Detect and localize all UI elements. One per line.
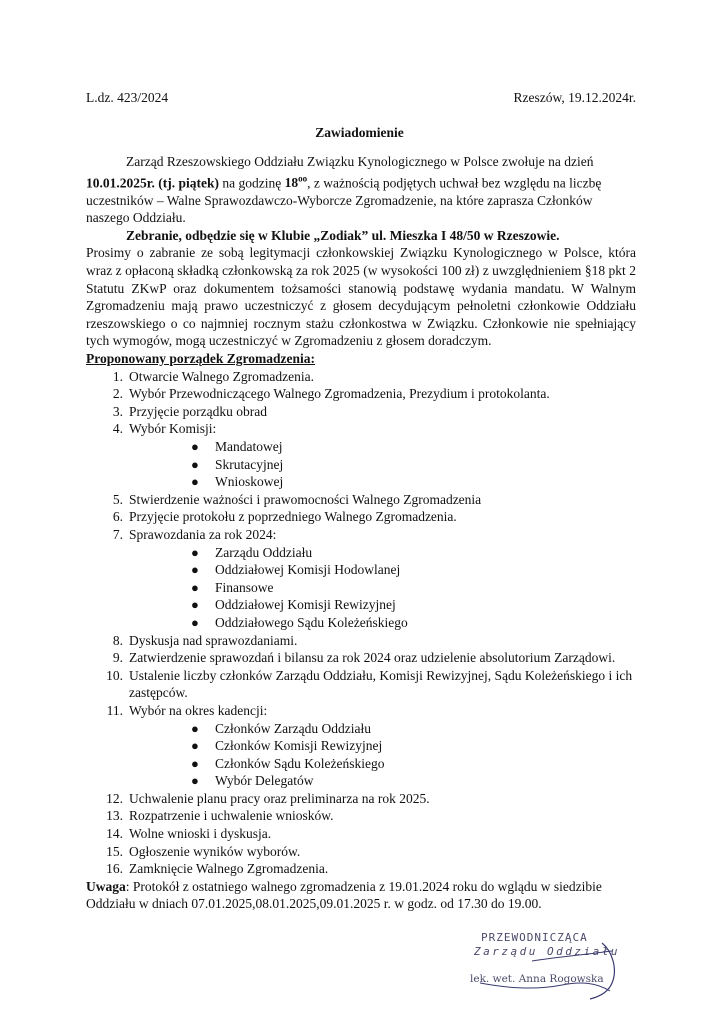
agenda-item-text: Przyjęcie protokołu z poprzedniego Walnego Zgromadzenia. bbox=[129, 509, 457, 525]
agenda-item-text: Uchwalenie planu pracy oraz preliminarza na rok 2025. bbox=[129, 790, 430, 806]
bullet-icon: ● bbox=[191, 755, 199, 771]
bullet-icon: ● bbox=[191, 456, 199, 472]
agenda-subitem-text: Oddziałowej Komisji Rewizyjnej bbox=[215, 597, 396, 613]
bullet-icon: ● bbox=[191, 720, 199, 736]
agenda-item-number: 10. bbox=[106, 667, 123, 683]
intro-text-2: na godzinę bbox=[219, 175, 285, 191]
agenda-subitem bbox=[86, 544, 636, 562]
agenda-item bbox=[86, 860, 636, 878]
agenda-item bbox=[86, 825, 636, 843]
agenda-item-number: 11. bbox=[106, 702, 123, 718]
agenda-item-number: 3. bbox=[112, 403, 123, 419]
agenda-item-number: 8. bbox=[112, 632, 123, 648]
agenda-subitem-text: Członków Komisji Rewizyjnej bbox=[215, 738, 383, 754]
agenda-item-text: Wybór Komisji: bbox=[129, 421, 217, 437]
agenda-item-text: Dyskusja nad sprawozdaniami. bbox=[129, 632, 298, 648]
meeting-hour: $18^{oo}$ bbox=[284, 173, 308, 191]
agenda-item bbox=[86, 368, 636, 386]
agenda-subitem bbox=[86, 755, 636, 773]
intro-text-1: Zarząd Rzeszowskiego Oddziału Związku Kynologicznego w Polsce zwołuje na dzień bbox=[126, 154, 594, 169]
agenda-item-number: 2. bbox=[112, 386, 123, 402]
agenda-sublist bbox=[86, 438, 636, 491]
agenda-item-number: 15. bbox=[106, 843, 123, 859]
stamp-title: PRZEWODNICZĄCA bbox=[481, 931, 588, 944]
signature-stamp bbox=[462, 921, 632, 1021]
agenda-item-text: Rozpatrzenie i uchwalenie wniosków. bbox=[129, 808, 334, 824]
stamp-name: lek. wet. Anna Rogowska bbox=[470, 973, 604, 985]
agenda-subitem bbox=[86, 720, 636, 738]
agenda-item-text: Ogłoszenie wyników wyborów. bbox=[129, 843, 301, 859]
agenda-subitem-text: Członków Zarządu Oddziału bbox=[215, 720, 371, 736]
venue-paragraph: Zebranie, odbędzie się w Klubie „Zodiak” ul. Mieszka I 48/50 w Rzeszowie. bbox=[126, 227, 560, 243]
requirements-paragraph: Prosimy o zabranie ze sobą legitymacji członkowskiej Związku Kynologicznego w Polsce, która wraz z opłaconą składką członkowską za rok 2025 (w wysokości 100 zł) z uwzględnieniem §18 pkt 2 Statutu ZKwP oraz dokumentem tożsamości stanowią podstawę wydania mandatu. W Walnym Zgromadzeniu mają prawo uczestniczyć z głosem decydującym pełnoletni członkowie Oddziału rzeszowskiego o co najmniej rocznym stażu członkostwa w Związku. Członkowie nie spełniający tych wymogów, mogą uczestniczyć w Zgromadzeniu z głosem doradczym. bbox=[86, 245, 636, 349]
agenda-subitem-text: Mandatowej bbox=[215, 439, 283, 454]
agenda-subitem bbox=[86, 561, 636, 579]
agenda-item-number: 14. bbox=[106, 826, 123, 842]
agenda-subitem-text: Finansowe bbox=[215, 579, 274, 595]
agenda-item bbox=[86, 526, 636, 544]
agenda-item-text: Sprawozdania za rok 2024: bbox=[129, 526, 277, 542]
agenda-item-text: Wybór Przewodniczącego Walnego Zgromadzenia, Prezydium i protokolanta. bbox=[129, 386, 550, 402]
note-text: : Protokół z ostatniego walnego zgromadzenia z 19.01.2024 roku do wglądu w siedzibie Oddziału w dniach 07.01.2025,08.01.2025,09.01.2025 r. w godz. od 17.30 do 19.00. bbox=[86, 878, 602, 912]
agenda-subitem-text: Oddziałowej Komisji Hodowlanej bbox=[215, 562, 401, 578]
agenda-item-number: 5. bbox=[112, 491, 123, 507]
meeting-date: 10.01.2025r. (tj. piątek) bbox=[86, 175, 219, 191]
agenda-subitem bbox=[86, 614, 636, 632]
agenda-subitem bbox=[86, 438, 636, 456]
agenda-item-number: 9. bbox=[112, 650, 123, 666]
agenda-item-number: 16. bbox=[106, 861, 123, 877]
agenda-subitem-text: Zarządu Oddziału bbox=[215, 544, 313, 560]
bullet-icon: ● bbox=[191, 773, 199, 789]
document-body bbox=[86, 153, 636, 913]
agenda-sublist bbox=[86, 720, 636, 790]
agenda-title: Proponowany porządek Zgromadzenia: bbox=[86, 351, 316, 367]
bullet-icon: ● bbox=[191, 738, 199, 754]
bullet-icon: ● bbox=[191, 544, 199, 560]
agenda-item-text: Przyjęcie porządku obrad bbox=[129, 403, 267, 419]
agenda-subitem-text: Wnioskowej bbox=[215, 474, 284, 490]
intro-paragraph bbox=[86, 153, 636, 227]
agenda-item bbox=[86, 649, 636, 667]
agenda-item bbox=[86, 632, 636, 650]
agenda-item-number: 6. bbox=[112, 509, 123, 525]
note-paragraph bbox=[86, 878, 636, 913]
agenda-item bbox=[86, 807, 636, 825]
bullet-icon: ● bbox=[191, 614, 199, 630]
agenda-list bbox=[86, 368, 636, 878]
agenda-sublist bbox=[86, 544, 636, 632]
agenda-item bbox=[86, 667, 636, 702]
agenda-item-text: Wolne wnioski i dyskusja. bbox=[129, 826, 272, 842]
bullet-icon: ● bbox=[191, 597, 199, 613]
agenda-subitem-text: Oddziałowego Sądu Koleżeńskiego bbox=[215, 614, 408, 630]
stamp-office: Zarządu Oddziału bbox=[474, 945, 620, 958]
agenda-item bbox=[86, 790, 636, 808]
place-and-date: Rzeszów, 19.12.2024r. bbox=[513, 90, 636, 105]
agenda-item bbox=[86, 491, 636, 509]
agenda-subitem-text: Skrutacyjnej bbox=[215, 456, 284, 472]
agenda-subitem bbox=[86, 596, 636, 614]
agenda-item-number: 1. bbox=[112, 368, 123, 384]
bullet-icon: ● bbox=[191, 439, 199, 454]
agenda-item bbox=[86, 508, 636, 526]
agenda-subitem bbox=[86, 456, 636, 474]
agenda-subitem bbox=[86, 772, 636, 790]
agenda-item bbox=[86, 702, 636, 720]
agenda-item-text: Ustalenie liczby członków Zarządu Oddziału, Komisji Rewizyjnej, Sądu Koleżeńskiego i ich zastępców. bbox=[129, 667, 633, 701]
agenda-subitem-text: Członków Sądu Koleżeńskiego bbox=[215, 755, 385, 771]
agenda-item bbox=[86, 403, 636, 421]
agenda-subitem bbox=[86, 737, 636, 755]
bullet-icon: ● bbox=[191, 562, 199, 578]
agenda-item-text: Wybór na okres kadencji: bbox=[129, 702, 268, 718]
agenda-item bbox=[86, 843, 636, 861]
agenda-item-number: 12. bbox=[106, 790, 123, 806]
document-title: Zawiadomienie bbox=[315, 125, 404, 140]
agenda-item bbox=[86, 420, 636, 438]
agenda-item-text: Zatwierdzenie sprawozdań i bilansu za rok 2024 oraz udzielenie absolutorium Zarządowi. bbox=[129, 650, 616, 666]
handwritten-signature bbox=[462, 921, 632, 1021]
agenda-subitem bbox=[86, 579, 636, 597]
agenda-item-number: 7. bbox=[112, 526, 123, 542]
bullet-icon: ● bbox=[191, 474, 199, 490]
intro-text-3: , z ważnością podjętych uchwał bez względu na liczbę uczestników – Walne Sprawozdawczo-Wyborcze Zgromadzenie, na które zaprasza Członków naszego Oddziału. bbox=[86, 175, 602, 226]
agenda-item-number: 13. bbox=[106, 808, 123, 824]
agenda-subitem bbox=[86, 473, 636, 491]
agenda-item-text: Zamknięcie Walnego Zgromadzenia. bbox=[129, 861, 329, 877]
agenda-item bbox=[86, 385, 636, 403]
note-label: Uwaga bbox=[86, 878, 126, 894]
agenda-item-text: Otwarcie Walnego Zgromadzenia. bbox=[129, 368, 314, 384]
bullet-icon: ● bbox=[191, 579, 199, 595]
agenda-subitem-text: Wybór Delegatów bbox=[215, 773, 314, 789]
agenda-item-text: Stwierdzenie ważności i prawomocności Walnego Zgromadzenia bbox=[129, 491, 482, 507]
reference-number: L.dz. 423/2024 bbox=[86, 90, 169, 105]
agenda-item-number: 4. bbox=[112, 421, 123, 437]
